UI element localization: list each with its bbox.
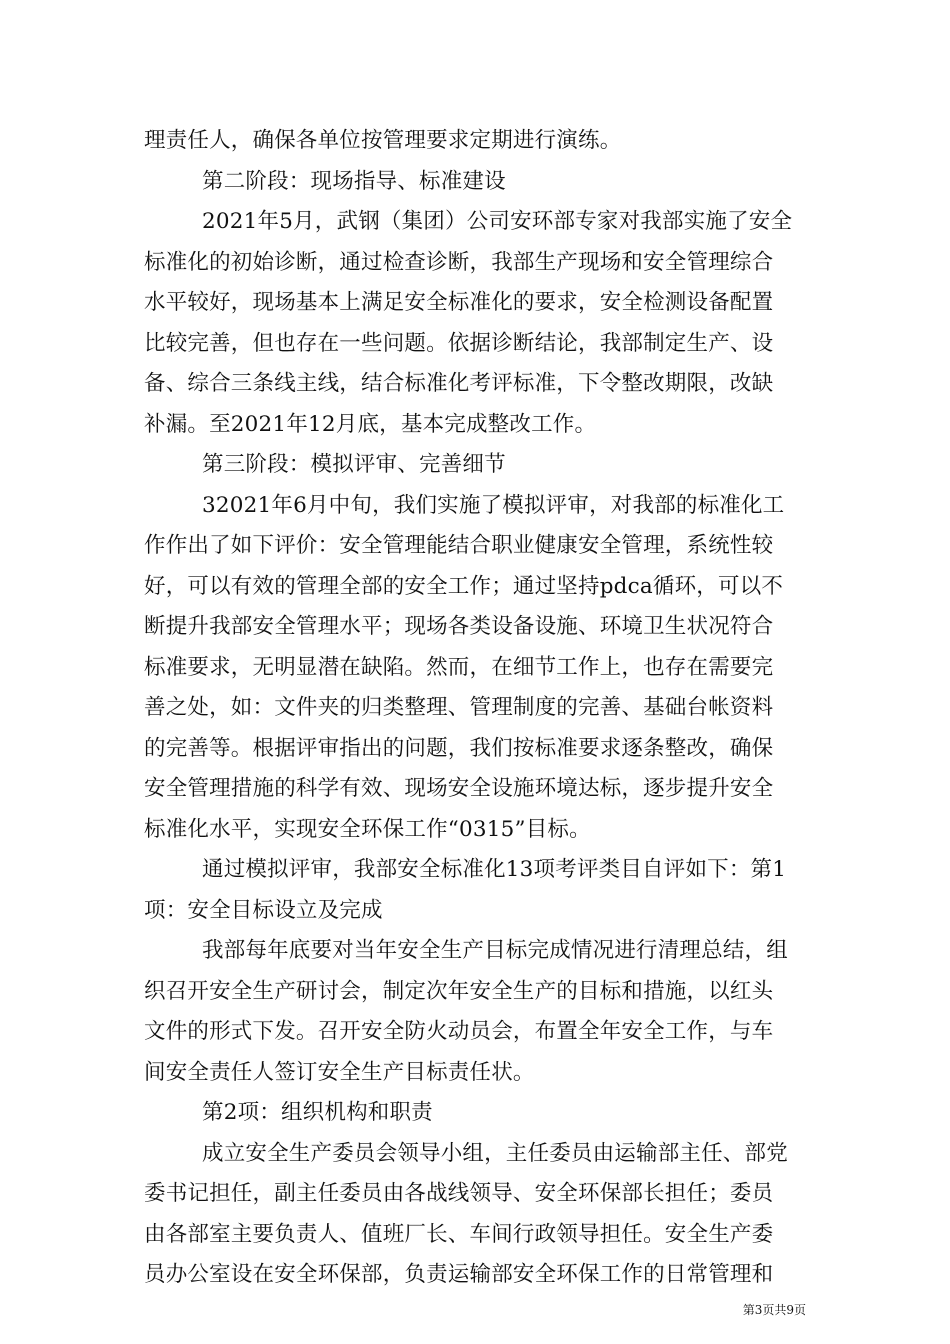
text-line: 安全管理措施的科学有效、现场安全设施环境达标，逐步提升安全 xyxy=(144,776,774,801)
text-line: 第二阶段：现场指导、标准建设 xyxy=(202,168,506,194)
text-line: 的完善等。根据评审指出的问题，我们按标准要求逐条整改，确保 xyxy=(144,735,774,761)
text-line: 间安全责任人签订安全生产目标责任状。 xyxy=(144,1059,535,1085)
text-line: 标准化的初始诊断，通过检查诊断，我部生产现场和安全管理综合 xyxy=(144,249,774,275)
text-line: 好，可以有效的管理全部的安全工作；通过坚持pdca循环，可以不 xyxy=(144,573,784,599)
text-line: 项：安全目标设立及完成 xyxy=(144,897,383,923)
text-line: 由各部室主要负责人、值班厂长、车间行政领导担任。安全生产委 xyxy=(144,1221,774,1247)
text-line: 文件的形式下发。召开安全防火动员会，布置全年安全工作，与车 xyxy=(144,1019,774,1044)
text-line: 成立安全生产委员会领导小组，主任委员由运输部主任、部党 xyxy=(202,1140,788,1166)
text-line: 织召开安全生产研讨会，制定次年安全生产的目标和措施，以红头 xyxy=(144,978,774,1004)
page-number: 第3页共9页 xyxy=(742,1303,806,1317)
text-line: 标准要求，无明显潜在缺陷。然而，在细节工作上，也存在需要完 xyxy=(144,654,774,680)
text-line: 水平较好，现场基本上满足安全标准化的要求，安全检测设备配置 xyxy=(144,290,774,315)
text-line: 作作出了如下评价：安全管理能结合职业健康安全管理，系统性较 xyxy=(144,533,774,558)
text-line: 理责任人，确保各单位按管理要求定期进行演练。 xyxy=(144,128,622,153)
text-line: 断提升我部安全管理水平；现场各类设备设施、环境卫生状况符合 xyxy=(144,614,774,639)
text-line: 32021年6月中旬，我们实施了模拟评审，对我部的标准化工 xyxy=(202,492,785,518)
text-line: 补漏。至2021年12月底，基本完成整改工作。 xyxy=(144,411,597,437)
text-line: 比较完善，但也存在一些问题。依据诊断结论，我部制定生产、设 xyxy=(144,330,774,356)
document-body xyxy=(144,121,806,1296)
text-line: 我部每年底要对当年安全生产目标完成情况进行清理总结，组 xyxy=(202,938,788,963)
text-line: 第2项：组织机构和职责 xyxy=(202,1100,433,1125)
text-line: 通过模拟评审，我部安全标准化13项考评类目自评如下：第1 xyxy=(202,857,787,882)
text-line: 委书记担任，副主任委员由各战线领导、安全环保部长担任；委员 xyxy=(144,1181,774,1206)
text-line: 2021年5月，武钢（集团）公司安环部专家对我部实施了安全 xyxy=(202,209,793,234)
text-line: 善之处，如：文件夹的归类整理、管理制度的完善、基础台帐资料 xyxy=(144,695,774,720)
text-line: 员办公室设在安全环保部，负责运输部安全环保工作的日常管理和 xyxy=(144,1262,774,1287)
text-line: 标准化水平，实现安全环保工作“0315”目标。 xyxy=(144,816,591,842)
text-line: 第三阶段：模拟评审、完善细节 xyxy=(202,452,506,477)
text-line: 备、综合三条线主线，结合标准化考评标准，下令整改期限，改缺 xyxy=(144,371,774,396)
